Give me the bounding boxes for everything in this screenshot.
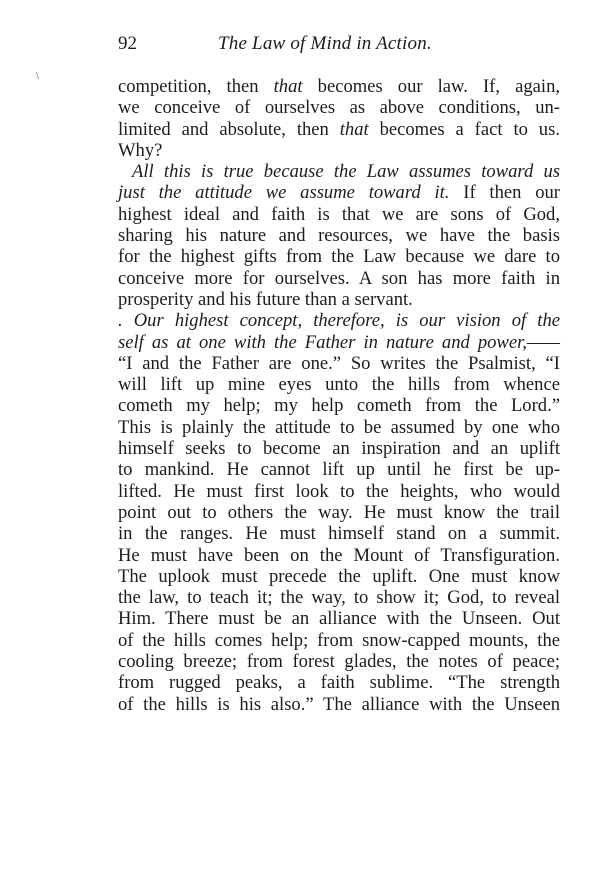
text-line-27: of the hills comes help; from snow-capped mounts, the [118, 629, 560, 651]
text-line-15: will lift up mine eyes unto the hills from whence [118, 374, 560, 396]
margin-mark: \ [36, 70, 40, 82]
text-line-23: He must have been on the Mount of Transfiguration. [118, 544, 560, 566]
text-line-21: point out to others the way. He must know the trail [118, 501, 560, 523]
text-line-19: to mankind. He cannot lift up until he first be up- [118, 459, 560, 481]
text-line-25: the law, to teach it; the way, to show it; God, to reveal [118, 587, 560, 609]
text-line-13: self as at one with the Father in nature and power,—— [118, 331, 560, 353]
text-line-28: cooling breeze; from forest glades, the notes of peace; [118, 651, 560, 673]
text-line-17: This is plainly the attitude to be assumed by one who [118, 416, 560, 438]
text-line-10: conceive more for ourselves. A son has more faith in [118, 267, 560, 289]
running-title: The Law of Mind in Action. [218, 33, 432, 54]
text-line-29: from rugged peaks, a faith sublime. “The strength [118, 672, 560, 694]
text-line-7: highest ideal and faith is that we are sons of God, [118, 203, 560, 225]
text-line-18: himself seeks to become an inspiration and an uplift [118, 438, 560, 460]
text-line-9: for the highest gifts from the Law because we dare to [118, 246, 560, 268]
text-line-14: “I and the Father are one.” So writes the Psalmist, “I [118, 352, 560, 374]
page-number: 92 [118, 33, 137, 54]
text-line-6: just the attitude we assume toward it. If then our [118, 182, 560, 204]
text-line-24: The uplook must precede the uplift. One must know [118, 565, 560, 587]
text-line-4: Why? [118, 139, 163, 161]
text-line-3: limited and absolute, then that becomes a fact to us. [118, 118, 560, 140]
text-line-2: we conceive of ourselves as above conditions, un- [118, 97, 560, 119]
text-line-5: All this is true because the Law assumes toward us [132, 161, 560, 183]
text-line-11: prosperity and his future than a servant. [118, 288, 413, 310]
body-text [118, 76, 560, 715]
text-line-8: sharing his nature and resources, we have the basis [118, 225, 560, 247]
text-line-26: Him. There must be an alliance with the Unseen. Out [118, 608, 560, 630]
text-line-1: competition, then that becomes our law. If, again, [118, 76, 561, 97]
text-line-22: in the ranges. He must himself stand on a summit. [118, 523, 560, 545]
text-line-12: . Our highest concept, therefore, is our vision of the [118, 310, 560, 332]
text-line-20: lifted. He must first look to the heights, who would [118, 480, 560, 502]
text-line-30: of the hills is his also.” The alliance with the Unseen [118, 693, 560, 715]
text-line-16: cometh my help; my help cometh from the Lord.” [118, 395, 560, 417]
page-header [118, 33, 560, 55]
